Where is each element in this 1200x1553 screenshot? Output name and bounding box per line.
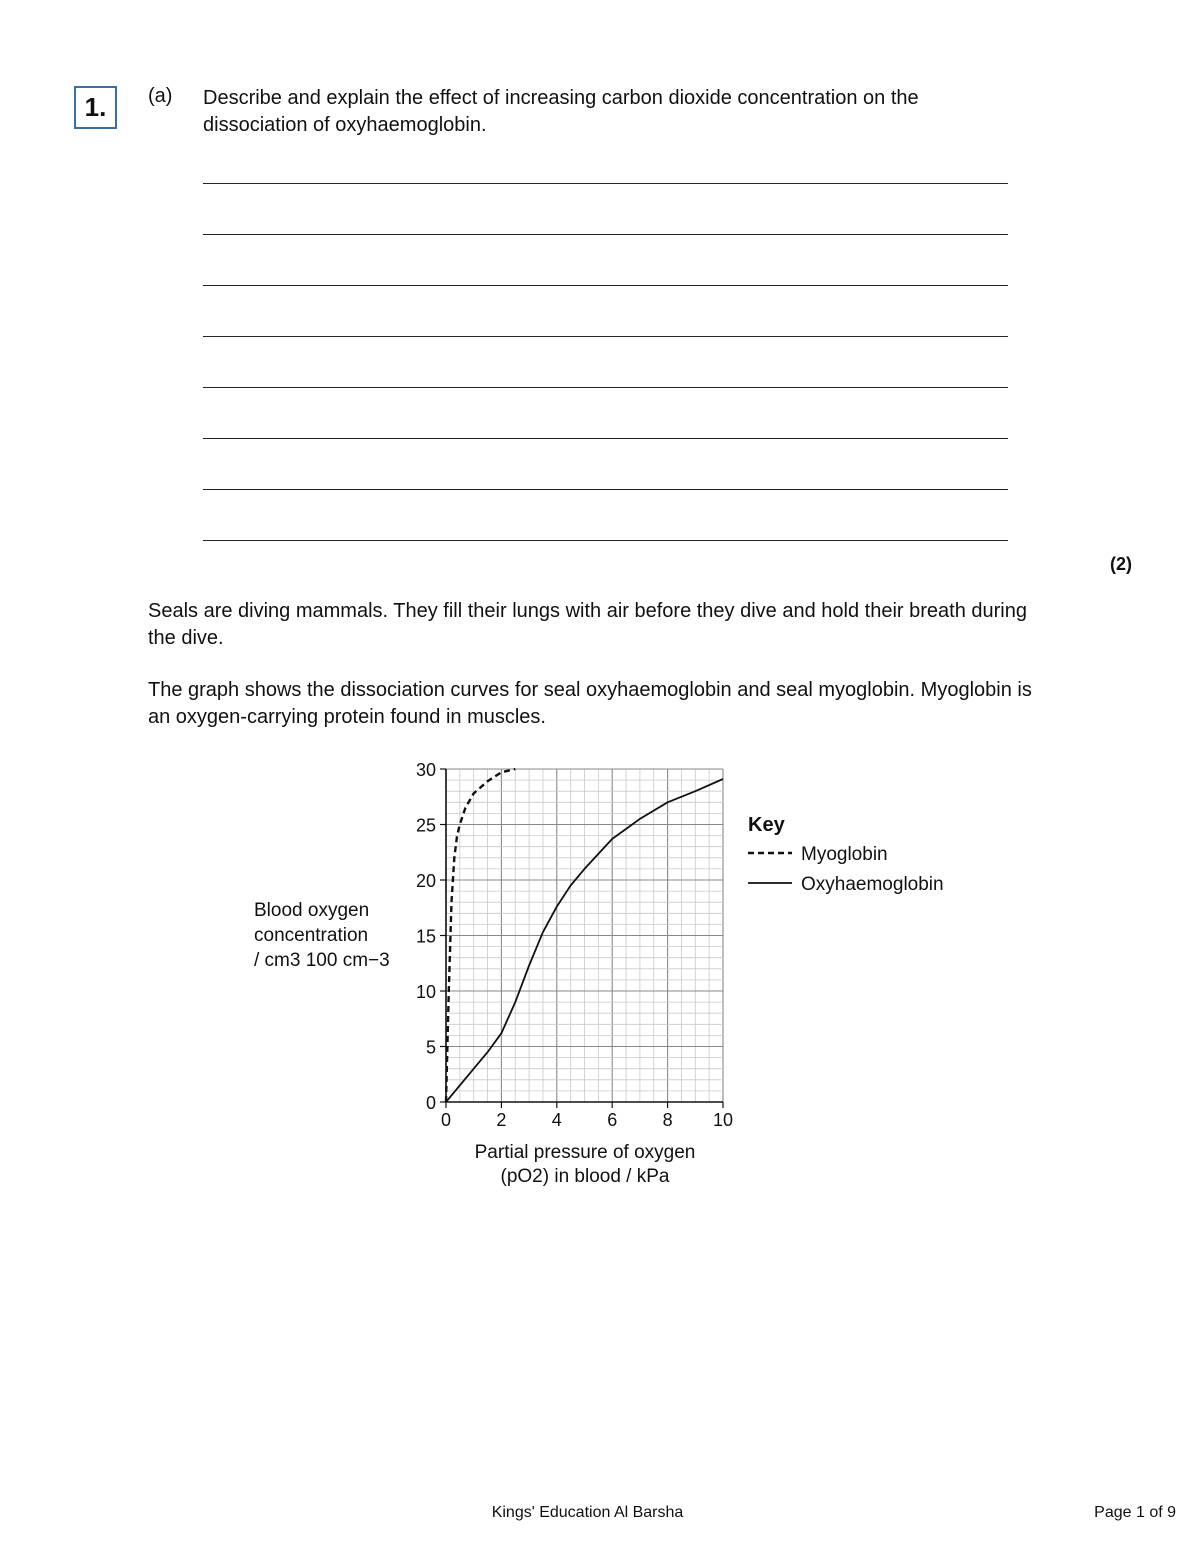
question-text: Describe and explain the effect of increasing carbon dioxide concentration on the dissociation of oxyhaemoglobin. [203, 87, 919, 136]
marks-label: (2) [1110, 554, 1132, 574]
y-tick-label: 5 [425, 1037, 436, 1058]
answer-line[interactable] [203, 183, 1008, 184]
y-tick-label: 30 [415, 760, 436, 780]
y-tick-label: 20 [415, 871, 436, 891]
answer-line[interactable] [203, 387, 1008, 388]
x-tick-label: 2 [496, 1110, 507, 1130]
y-tick-label: 15 [415, 926, 436, 947]
answer-line[interactable] [203, 234, 1008, 235]
answer-line[interactable] [203, 285, 1008, 286]
footer-page-number: Page 1 of 9 [1094, 1504, 1176, 1521]
paragraph-text: Seals are diving mammals. They fill their lungs with air before they dive and hold their breath during the dive. [148, 600, 1027, 649]
question-part-label: (a) [148, 85, 173, 107]
legend-label-oxyhaemoglobin: Oxyhaemoglobin [801, 874, 944, 895]
x-tick-label: 4 [551, 1110, 562, 1130]
y-tick-label: 10 [415, 982, 436, 1002]
x-axis-label-line1: Partial pressure of oxygen [474, 1142, 696, 1163]
footer-school-name: Kings' Education Al Barsha [491, 1504, 684, 1521]
y-tick-label: 0 [425, 1093, 436, 1113]
answer-line[interactable] [203, 336, 1008, 337]
x-tick-label: 10 [712, 1110, 734, 1130]
context-paragraph-1 [148, 598, 1048, 652]
dissociation-chart [240, 755, 1000, 1195]
y-axis-label-line3: / cm3 100 cm−3 [254, 950, 390, 971]
x-axis-label-line2: (pO2) in blood / kPa [500, 1166, 670, 1187]
x-tick-label: 0 [440, 1110, 452, 1130]
paragraph-text: The graph shows the dissociation curves for seal oxyhaemoglobin and seal myoglobin. Myoglobin is an oxygen-carrying protein found in muscles. [148, 679, 1032, 728]
answer-line[interactable] [203, 438, 1008, 439]
y-axis-label-line1: Blood oxygen [254, 900, 370, 921]
y-axis-label-line2: concentration [254, 925, 369, 946]
chart-tick-labels [416, 760, 733, 1130]
chart-legend [748, 814, 944, 895]
context-paragraph-2 [148, 677, 1048, 731]
legend-title: Key [748, 814, 785, 836]
y-tick-label: 25 [415, 815, 436, 836]
x-tick-label: 6 [607, 1110, 618, 1130]
answer-line[interactable] [203, 540, 1008, 541]
legend-label-myoglobin: Myoglobin [801, 844, 888, 865]
question-number: 1. [74, 86, 117, 129]
answer-line[interactable] [203, 489, 1008, 490]
x-tick-label: 8 [662, 1110, 673, 1130]
